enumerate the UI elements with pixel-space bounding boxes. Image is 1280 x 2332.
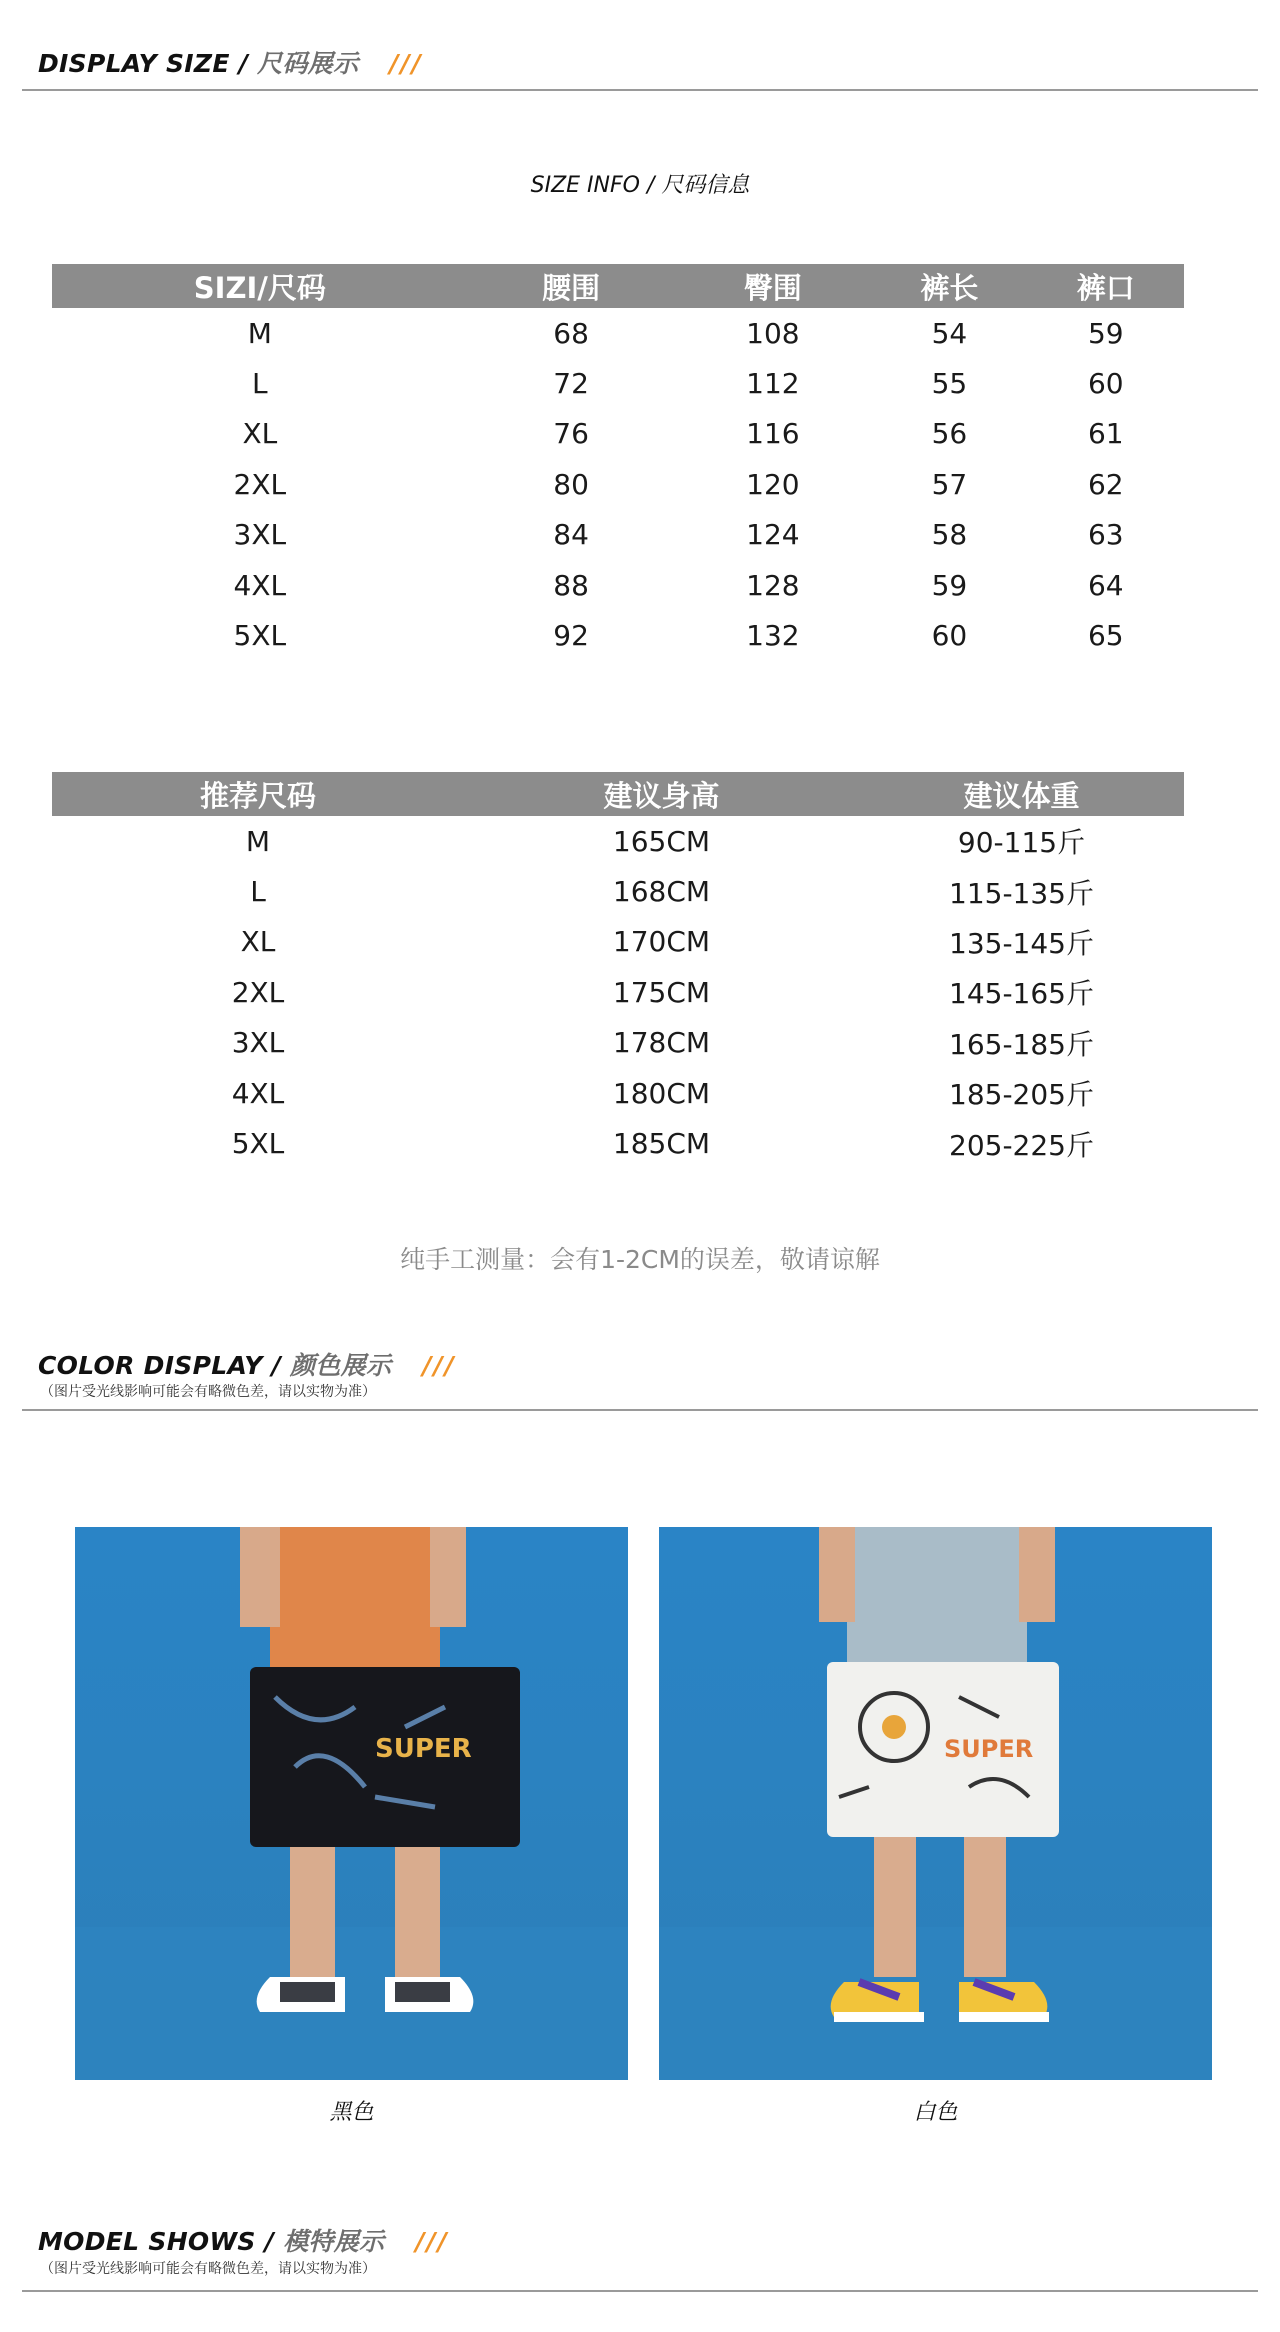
size-col-header: SIZI/尺码 (52, 264, 468, 308)
cell: 58 (931, 518, 968, 552)
cell: 205-225斤 (949, 1128, 1094, 1162)
cell: 165CM (612, 824, 711, 858)
cell: 132 (746, 619, 800, 653)
color-display-title-en: COLOR DISPLAY / (38, 1351, 282, 1380)
cell: 108 (746, 316, 800, 350)
cell: 145-165斤 (949, 977, 1094, 1011)
cell: 88 (553, 568, 589, 602)
hip-col-header: 臀围 (674, 264, 871, 308)
cell: 62 (1087, 467, 1124, 501)
display-size-title (38, 44, 423, 80)
display-size-title-cn: 尺码展示 (257, 49, 359, 78)
model-shows-divider (22, 2290, 1258, 2292)
recommend-size-col-header: 推荐尺码 (52, 772, 464, 816)
model-shows-title-cn: 模特展示 (283, 2227, 385, 2256)
model-shows-title (38, 2222, 449, 2258)
cell: 59 (931, 568, 968, 602)
table-row (52, 816, 1184, 866)
color-display-note: （图片受光线影响可能会有略微色差，请以实物为准） (40, 1384, 376, 1400)
cell: 124 (746, 518, 800, 552)
display-size-title-en: DISPLAY SIZE / (38, 49, 249, 78)
model-shows-note: （图片受光线影响可能会有略微色差，请以实物为准） (40, 2261, 376, 2277)
cell: 5XL (233, 619, 287, 653)
cell: 56 (931, 417, 968, 451)
display-size-slashes: /// (389, 49, 423, 78)
cell: 57 (931, 467, 968, 501)
cell: 68 (553, 316, 589, 350)
cell: 4XL (231, 1076, 285, 1110)
cell: 54 (931, 316, 968, 350)
cell: 84 (553, 518, 589, 552)
table-row (52, 409, 1184, 459)
table-row (52, 1068, 1184, 1118)
white-shorts-photo (659, 1527, 1212, 2080)
length-col-header: 裤长 (871, 264, 1027, 308)
cell: M (245, 824, 271, 858)
cell: XL (242, 417, 278, 451)
leg-opening-col-header: 裤口 (1028, 264, 1184, 308)
color-display-slashes: /// (422, 1351, 456, 1380)
color-display-title-cn: 颜色展示 (290, 1351, 392, 1380)
cell: 180CM (612, 1076, 711, 1110)
cell: 55 (931, 367, 968, 401)
cell: 178CM (612, 1026, 711, 1060)
cell: 165-185斤 (949, 1027, 1094, 1061)
color-display-title (38, 1346, 456, 1382)
cell: 185-205斤 (949, 1078, 1094, 1112)
table-row (52, 308, 1184, 358)
table-row (52, 610, 1184, 660)
black-color-caption: 黑色 (329, 2100, 374, 2125)
cell: 65 (1087, 619, 1124, 653)
cell: 92 (553, 619, 589, 653)
cell: 2XL (231, 975, 285, 1009)
color-display-divider (22, 1409, 1258, 1411)
table-row (52, 358, 1184, 408)
table-row (52, 866, 1184, 916)
cell: 120 (746, 467, 800, 501)
cell: 175CM (612, 975, 711, 1009)
model-shows-title-en: MODEL SHOWS / (38, 2227, 275, 2256)
cell: L (250, 875, 266, 909)
cell: 60 (1087, 367, 1124, 401)
recommend-table (52, 772, 1184, 1169)
cell: 64 (1087, 568, 1124, 602)
cell: 72 (553, 367, 589, 401)
shirt-shape (847, 1527, 1027, 1677)
model-shows-slashes: /// (415, 2227, 449, 2256)
cell: L (252, 367, 268, 401)
cell: 90-115斤 (957, 826, 1086, 860)
cell: 60 (931, 619, 968, 653)
cell: XL (240, 925, 276, 959)
waist-col-header: 腰围 (468, 264, 675, 308)
cell: 170CM (612, 925, 711, 959)
shirt-shape (270, 1527, 440, 1687)
black-shorts-photo (75, 1527, 628, 2080)
cell: 59 (1087, 316, 1124, 350)
cell: 128 (746, 568, 800, 602)
cell: 115-135斤 (949, 876, 1094, 910)
cell: 3XL (233, 518, 287, 552)
cell: 4XL (233, 568, 287, 602)
cell: 63 (1087, 518, 1124, 552)
svg-text:SUPER: SUPER (375, 1734, 472, 1764)
recommend-table-header (52, 772, 1184, 816)
table-row (52, 967, 1184, 1017)
weight-col-header: 建议体重 (859, 772, 1184, 816)
cell: 5XL (231, 1127, 285, 1161)
size-table-header (52, 264, 1184, 308)
cell: 135-145斤 (949, 926, 1094, 960)
table-row (52, 917, 1184, 967)
display-size-divider (22, 89, 1258, 91)
cell: 116 (746, 417, 800, 451)
cell: 2XL (233, 467, 287, 501)
white-color-caption: 白色 (913, 2100, 958, 2125)
measurement-note: 纯手工测量：会有1-2CM的误差，敬请谅解 (400, 1245, 880, 1274)
table-row (52, 1118, 1184, 1168)
size-info-title: SIZE INFO / 尺码信息 (530, 173, 750, 198)
cell: 76 (553, 417, 589, 451)
cell: 3XL (231, 1026, 285, 1060)
cell: 61 (1087, 417, 1124, 451)
cell: 80 (553, 467, 589, 501)
table-row (52, 1018, 1184, 1068)
cell: M (247, 316, 272, 350)
size-table (52, 264, 1184, 661)
table-row (52, 459, 1184, 509)
svg-text:SUPER: SUPER (944, 1735, 1034, 1763)
cell: 168CM (612, 875, 711, 909)
table-row (52, 560, 1184, 610)
cell: 185CM (612, 1127, 711, 1161)
height-col-header: 建议身高 (464, 772, 859, 816)
table-row (52, 510, 1184, 560)
cell: 112 (746, 367, 800, 401)
